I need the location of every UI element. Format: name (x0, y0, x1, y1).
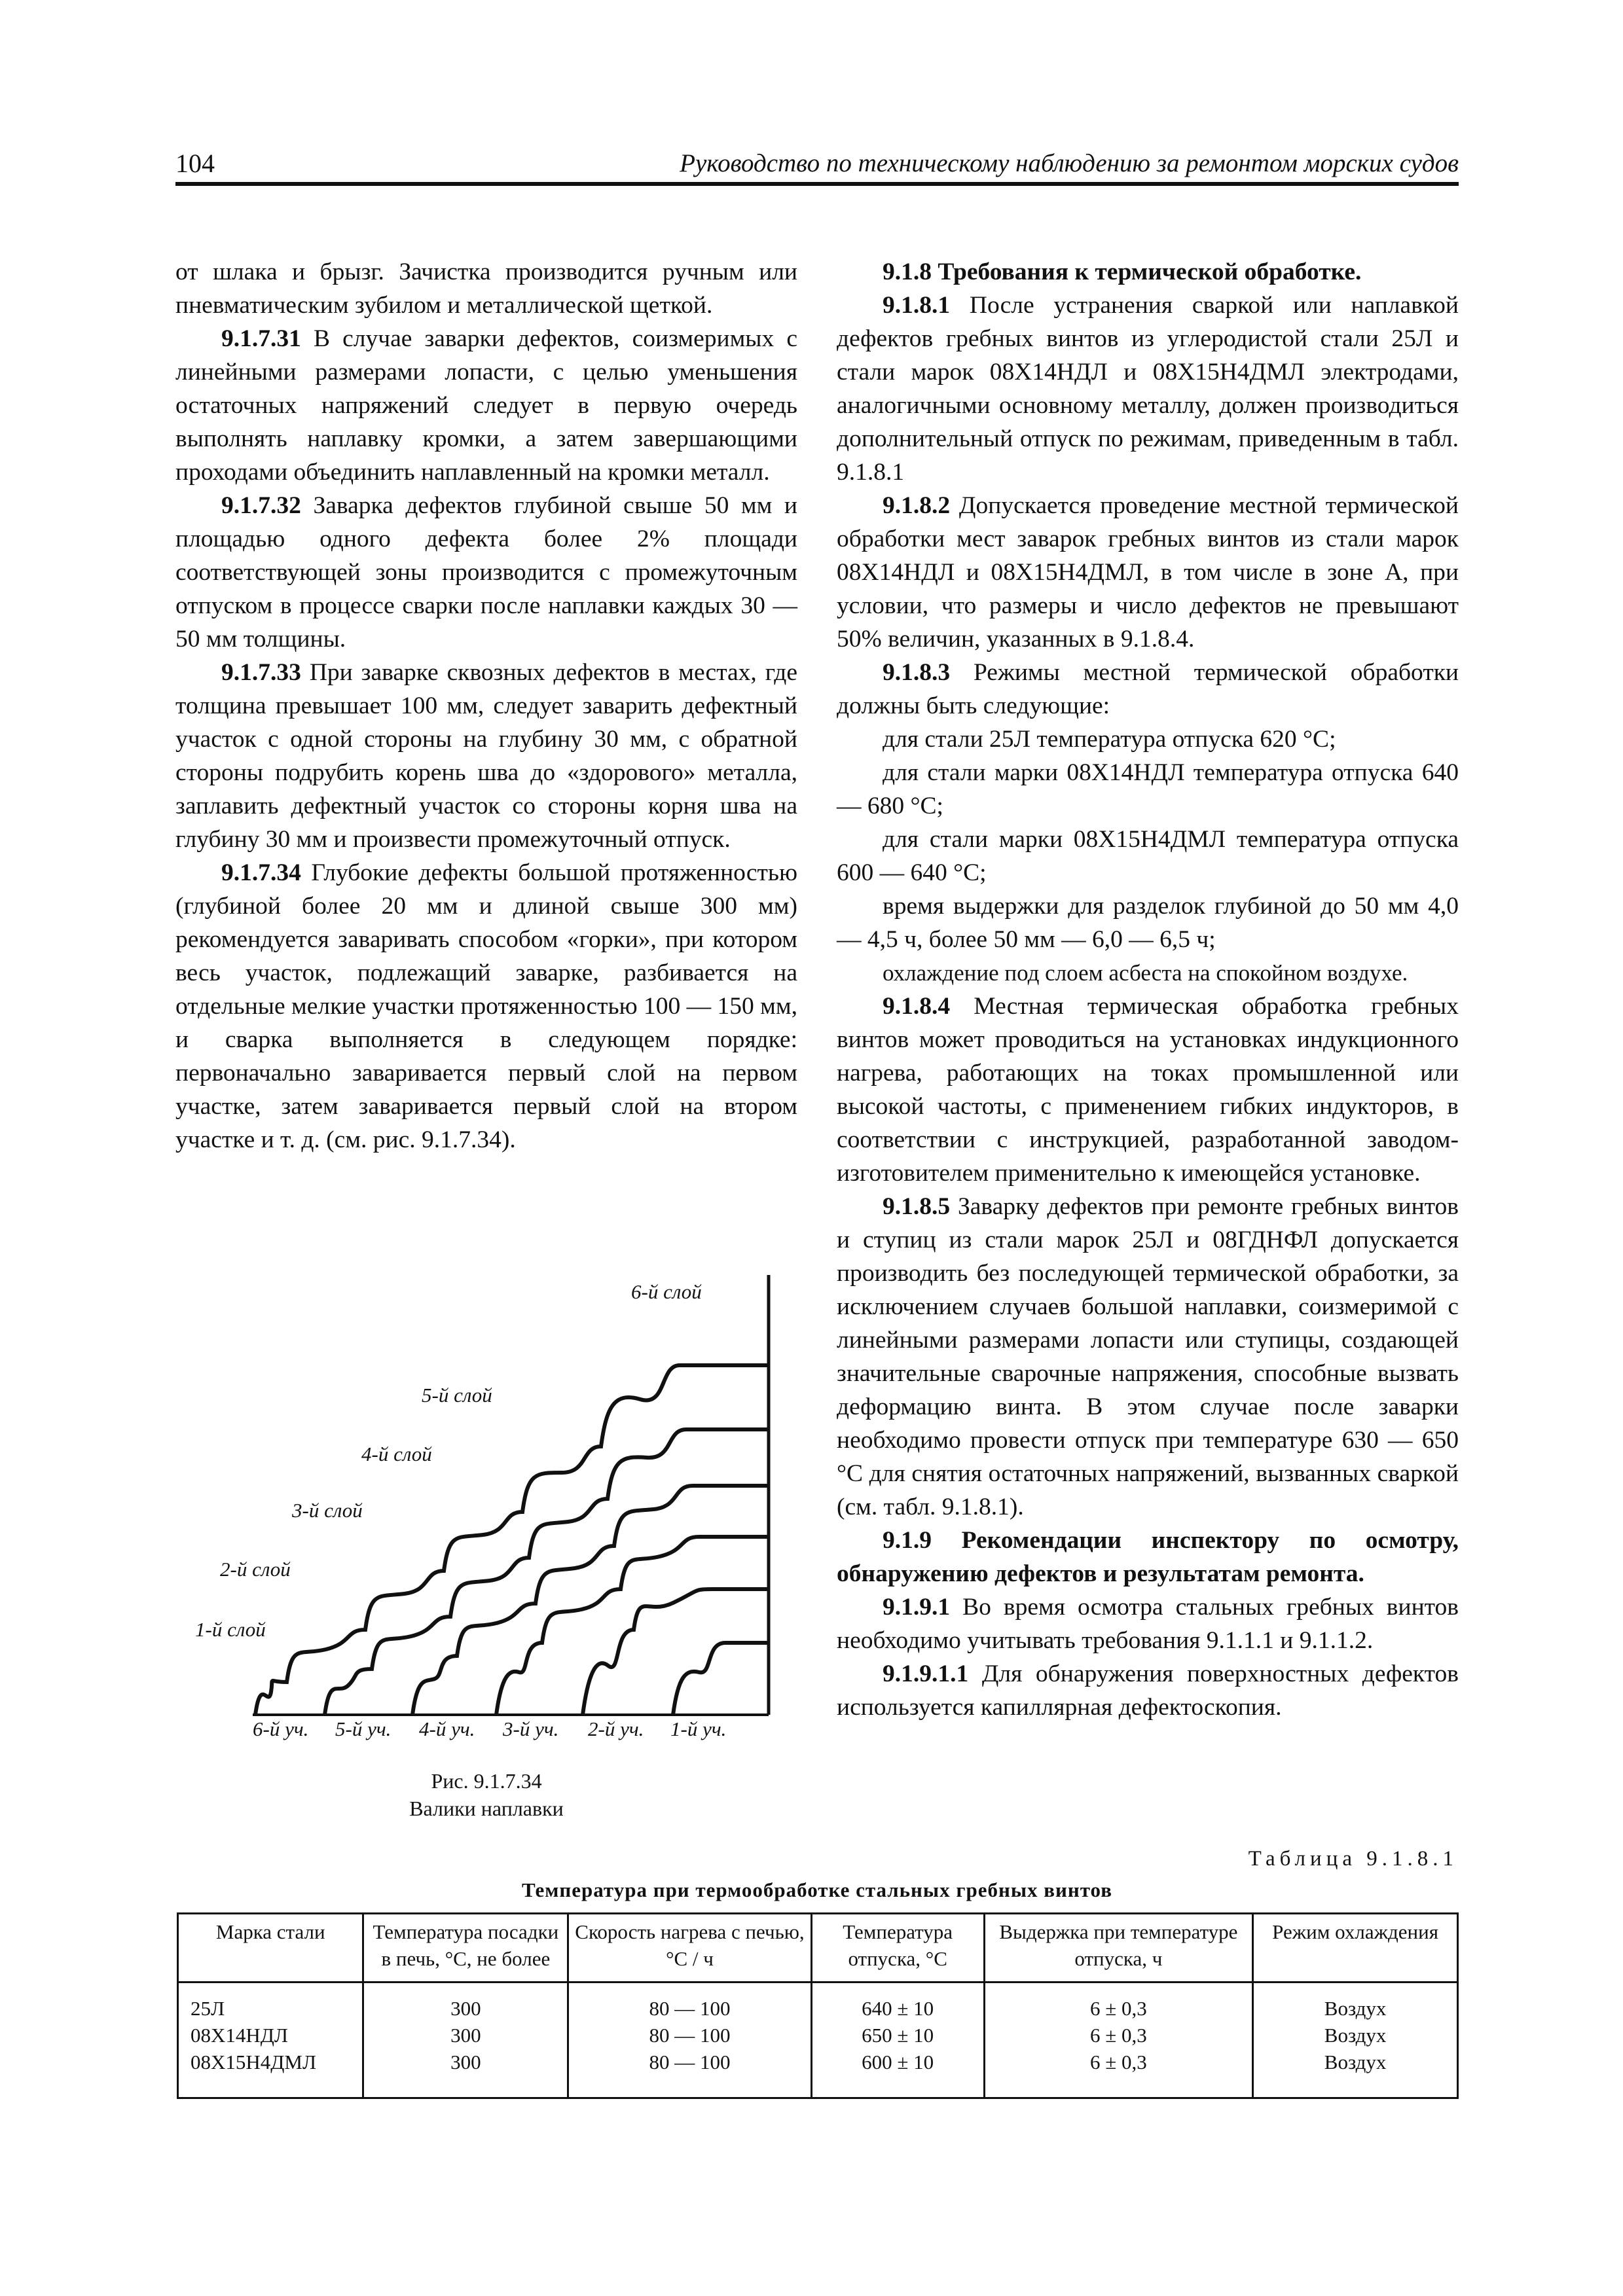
paragraph-text: для стали марки 08Х14НДЛ температура отпуска 640 — 680 °С; (837, 759, 1459, 819)
paragraph (837, 990, 1459, 1190)
paragraph (837, 1590, 1459, 1657)
table-label: Таблица 9.1.8.1 (1248, 1847, 1458, 1871)
cell-value: 650 ± 10 (862, 2024, 934, 2047)
section-label: 1-й уч. (670, 1717, 727, 1740)
figure-weld-beads (175, 1250, 797, 1839)
cell-value: 300 (450, 2024, 481, 2047)
clause-number: 9.1.8.1 (883, 292, 951, 319)
paragraph (837, 255, 1459, 289)
figure-number: Рис. 9.1.7.34 (431, 1769, 542, 1793)
right-column (837, 255, 1459, 1724)
paragraph (837, 289, 1459, 489)
cell-value: Воздух (1324, 2051, 1387, 2073)
layer-curve (255, 1365, 769, 1715)
paragraph (175, 255, 797, 322)
cell-value: 6 ± 0,3 (1090, 2051, 1147, 2073)
paragraph (837, 723, 1459, 756)
running-title: Руководство по техническому наблюдению за ремонтом морских судов (680, 149, 1459, 177)
paragraph (175, 856, 797, 1157)
clause-number: 9.1.9.1.1 (883, 1660, 969, 1687)
table-cell (568, 1982, 811, 2098)
paragraph (837, 756, 1459, 823)
paragraph (837, 656, 1459, 723)
cell-value: 300 (450, 2051, 481, 2073)
paragraph-text: охлаждение под слоем асбеста на спокойном воздухе. (883, 960, 1408, 986)
paragraph (837, 1657, 1459, 1724)
weld-beads-diagram (175, 1250, 797, 1761)
paragraph-text: для стали марки 08Х15Н4ДМЛ температура отпуска 600 — 640 °С; (837, 826, 1459, 886)
section-label: 4-й уч. (419, 1717, 475, 1740)
clause-number: 9.1.7.34 (221, 859, 301, 886)
table-header-row (178, 1914, 1458, 1982)
paragraph-text: Режимы местной термической обработки должны быть следующие: (837, 659, 1459, 719)
cell-value: 08Х14НДЛ (191, 2024, 288, 2047)
column-header: Марка стали (178, 1914, 363, 1982)
paragraph-text: Местная термическая обработка гребных винтов может проводиться на установках индукционного нагрева, работающих на токах промышленной или высокой частоты, с применением гибких индукторов, в соответствии с инструкцией, разработанной заводом-изготовителем применительно к имеющейся установке. (837, 993, 1459, 1187)
cell-value: 25Л (191, 1997, 225, 2020)
clause-number: 9.1.8.2 (883, 492, 951, 519)
paragraph-text: Заварку дефектов при ремонте гребных винтов и ступиц из стали марок 25Л и 08ГДНФЛ допускается производить без последующей термической обработки, за исключением случаев большой наплавки, соизмеримой с линейными размерами лопасти или ступицы, создающей значительные сварочные напряжения, способные вызвать деформацию винта. В этом случае после заварки необходимо провести отпуск при температуре 630 — 650 °С для снятия остаточных напряжений, вызванных сваркой (см. табл. 9.1.8.1). (837, 1193, 1459, 1520)
layer-curve (673, 1643, 769, 1715)
paragraph-text: Заварка дефектов глубиной свыше 50 мм и площадью одного дефекта более 2% площади соответствующей зоны производится с промежуточным отпуском в процессе сварки после наплавки каждых 30 — 50 мм толщины. (175, 492, 797, 653)
paragraph-text: время выдержки для разделок глубиной до 50 мм 4,0 — 4,5 ч, более 50 мм — 6,0 — 6,5 ч; (837, 893, 1459, 953)
paragraph-text: для стали 25Л температура отпуска 620 °С; (883, 726, 1336, 753)
cell-value: 80 — 100 (649, 1997, 731, 2020)
paragraph-text: При заварке сквозных дефектов в местах, где толщина превышает 100 мм, следует заварить дефектный участок с одной стороны на глубину 30 мм, с обратной стороны подрубить корень шва до «здорового» металла, заплавить дефектный участок со стороны корня шва на глубину 30 мм и произвести промежуточный отпуск. (175, 659, 797, 853)
table-cell (178, 1982, 363, 2098)
table-cell (363, 1982, 568, 2098)
left-column (175, 255, 797, 1157)
table-cell (1253, 1982, 1458, 2098)
clause-number: 9.1.7.33 (221, 659, 301, 686)
paragraph-text: В случае заварки дефектов, соизмеримых с линейными размерами лопасти, с целью уменьшения остаточных напряжений следует в первую очередь выполнять наплавку кромки, а затем завершающими проходами объединить наплавленный на кромки металл. (175, 325, 797, 486)
table-cell (984, 1982, 1253, 2098)
column-header: Выдержка при температуре отпуска, ч (984, 1914, 1253, 1982)
layer-label: 5-й слой (422, 1384, 492, 1407)
clause-number: 9.1.7.32 (221, 492, 301, 519)
paragraph (837, 889, 1459, 956)
section-label: 2-й уч. (588, 1717, 644, 1740)
table-row (178, 1982, 1458, 2098)
paragraph (175, 322, 797, 489)
layer-label: 6-й слой (631, 1280, 702, 1303)
page-header (175, 145, 1459, 186)
heat-treatment-table (177, 1912, 1459, 2099)
layer-label: 1-й слой (195, 1618, 266, 1641)
page-number: 104 (175, 149, 215, 178)
cell-value: Воздух (1324, 2024, 1387, 2047)
cell-value: 08Х15Н4ДМЛ (191, 2051, 317, 2073)
paragraph (837, 489, 1459, 656)
column-header: Режим охлаждения (1253, 1914, 1458, 1982)
clause-number: 9.1.7.31 (221, 325, 301, 352)
clause-number: 9.1.8.5 (883, 1193, 951, 1220)
table-cell (811, 1982, 984, 2098)
paragraph-text: 9.1.9 Рекомендации инспектору по осмотру, обнаружению дефектов и результатам ремонта. (837, 1527, 1459, 1587)
clause-number: 9.1.8.4 (883, 993, 951, 1020)
paragraph-text: 9.1.8 Требования к термической обработке. (883, 259, 1362, 285)
paragraph-text: Для обнаружения поверхностных дефектов используется капиллярная дефектоскопия. (837, 1660, 1459, 1721)
column-header: Температура посадки в печь, °С, не более (363, 1914, 568, 1982)
layer-label: 4-й слой (361, 1443, 432, 1465)
paragraph (175, 656, 797, 856)
column-header: Скорость нагрева с печью, °С / ч (568, 1914, 811, 1982)
paragraph-text: от шлака и брызг. Зачистка производится ручным или пневматическим зубилом и металлической щеткой. (175, 259, 797, 319)
clause-number: 9.1.9.1 (883, 1594, 951, 1621)
layer-label: 2-й слой (220, 1558, 291, 1581)
paragraph (175, 489, 797, 656)
cell-value: 300 (450, 1997, 481, 2020)
layer-label: 3-й слой (292, 1499, 363, 1522)
cell-value: 640 ± 10 (862, 1997, 934, 2020)
cell-value: 6 ± 0,3 (1090, 2024, 1147, 2047)
paragraph-text: Во время осмотра стальных гребных винтов необходимо учитывать требования 9.1.1.1 и 9.1.1.2. (837, 1594, 1459, 1654)
paragraph (837, 1190, 1459, 1524)
figure-title: Валики наплавки (409, 1797, 564, 1820)
section-label: 3-й уч. (503, 1717, 559, 1740)
cell-value: 6 ± 0,3 (1090, 1997, 1147, 2020)
cell-value: 600 ± 10 (862, 2051, 934, 2073)
paragraph (837, 1524, 1459, 1590)
cell-value: 80 — 100 (649, 2051, 731, 2073)
paragraph-text: После устранения сваркой или наплавкой дефектов гребных винтов из углеродистой стали 25Л и стали марок 08Х14НДЛ и 08Х15Н4ДМЛ электродами, аналогичными основному металлу, должен производиться дополнительный отпуск по режимам, приведенным в табл. 9.1.8.1 (837, 292, 1459, 486)
section-label: 5-й уч. (335, 1717, 392, 1740)
cell-value: Воздух (1324, 1997, 1387, 2020)
cell-value: 80 — 100 (649, 2024, 731, 2047)
figure-caption (175, 1767, 797, 1822)
paragraph (837, 823, 1459, 889)
table-title: Температура при термообработке стальных гребных винтов (521, 1878, 1113, 1901)
section-label: 6-й уч. (253, 1717, 309, 1740)
clause-number: 9.1.8.3 (883, 659, 951, 686)
paragraph-text: Глубокие дефекты большой протяженностью (глубиной более 20 мм и длиной свыше 300 мм) рекомендуется заваривать способом «горки», при котором весь участок, подлежащий заварке, разбивается на отдельные мелкие участки протяженностью 100 — 150 мм, и сварка выполняется в следующем порядке: первоначально заваривается первый слой на первом участке, затем заваривается первый слой на втором участке и т. д. (см. рис. 9.1.7.34). (175, 859, 797, 1153)
paragraph-text: Допускается проведение местной термической обработки мест заварок гребных винтов из стали марок 08Х14НДЛ и 08Х15Н4ДМЛ, в том числе в зоне А, при условии, что размеры и число дефектов не превышают 50% величин, указанных в 9.1.8.4. (837, 492, 1459, 653)
paragraph (837, 956, 1459, 990)
column-header: Температура отпуска, °С (811, 1914, 984, 1982)
